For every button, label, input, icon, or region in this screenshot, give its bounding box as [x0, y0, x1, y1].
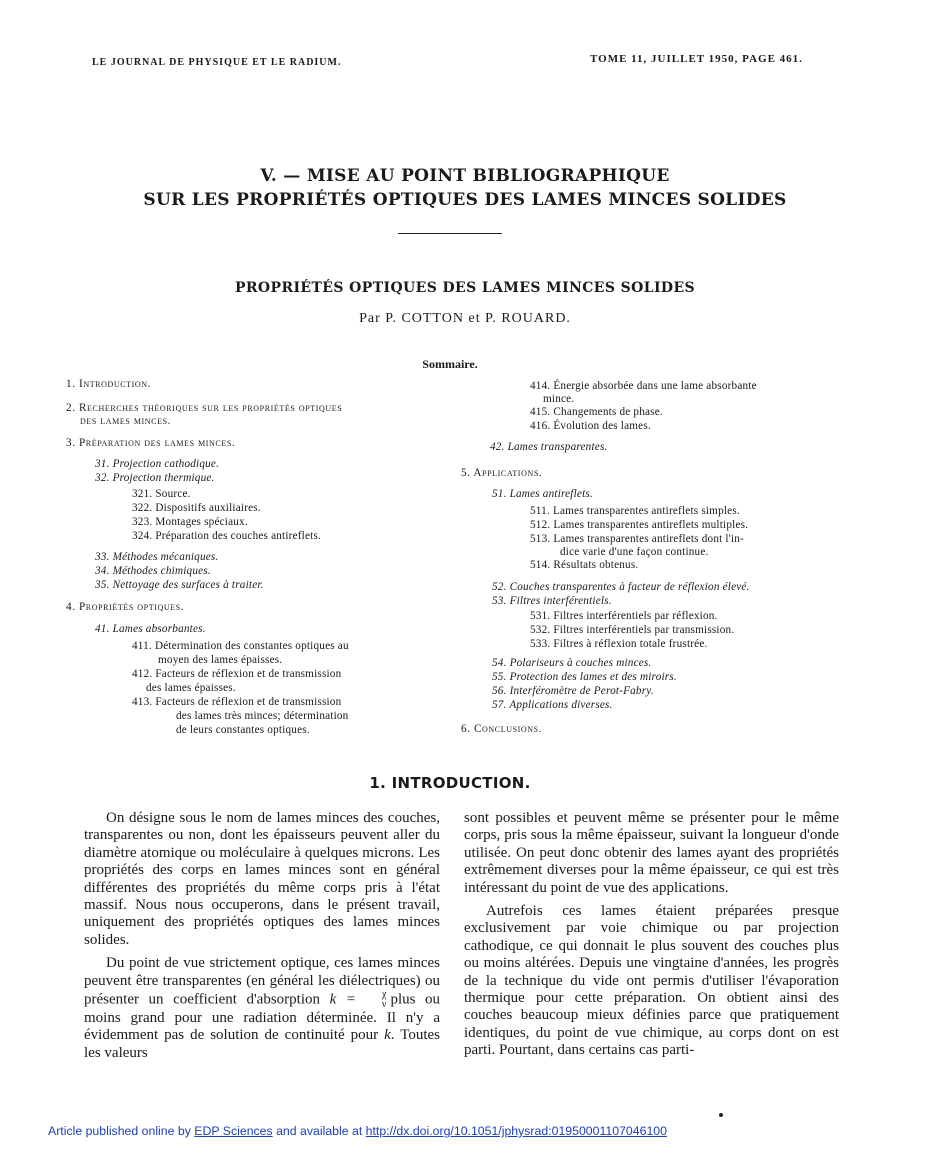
body-text: plus ou moins grand pour une radiation déterminée. Il n'y a évidemment pas de solution de continuité pour: [84, 991, 441, 1044]
toc-entry: 41. Lames absorbantes.: [95, 623, 206, 635]
toc-entry: 35. Nettoyage des surfaces à traiter.: [95, 579, 264, 591]
toc-entry: 532. Filtres interférentiels par transmission.: [530, 624, 735, 636]
toc-entry: 57. Applications diverses.: [492, 699, 613, 711]
toc-entry: des lames très minces; détermination: [176, 710, 349, 722]
toc-entry: 56. Interféromètre de Perot-Fabry.: [492, 685, 654, 697]
toc-entry: 416. Évolution des lames.: [530, 420, 651, 432]
toc-entry: 42. Lames transparentes.: [490, 441, 608, 453]
publication-footer: [48, 1124, 667, 1138]
toc-entry: 6. Conclusions.: [461, 723, 543, 735]
body-left-column: [84, 810, 440, 1062]
toc-entry: 32. Projection thermique.: [95, 472, 215, 484]
toc-entry: 531. Filtres interférentiels par réflexion.: [530, 610, 718, 622]
toc-entry: 514. Résultats obtenus.: [530, 559, 639, 571]
toc-entry: 2. Recherches théoriques sur les propriétés optiques: [66, 402, 343, 414]
title-divider: [398, 233, 502, 234]
toc-entry: des lames épaisses.: [146, 682, 236, 694]
toc-entry: 3. Préparation des lames minces.: [66, 437, 236, 449]
toc-entry: 533. Filtres à réflexion totale frustrée.: [530, 638, 708, 650]
math-variable: k =: [329, 991, 356, 1008]
toc-heading: Sommaire.: [422, 357, 478, 371]
toc-entry: 412. Facteurs de réflexion et de transmission: [132, 668, 342, 680]
body-paragraph: On désigne sous le nom de lames minces des couches, transparentes ou non, dont les épaisseurs peuvent aller du diamètre atomique ou moléculaire à quelques microns. Les propriétés des corps en lames minces sont en général différentes des propriétés du même corps pris à l'état massif. Nous nous occuperons, dans le présent travail, uniquement des propriétés optiques des lames minces solides.: [84, 810, 440, 948]
toc-entry: 33. Méthodes mécaniques.: [95, 551, 219, 563]
toc-entry: 415. Changements de phase.: [530, 406, 663, 418]
toc-entry: 411. Détermination des constantes optiques au: [132, 640, 349, 652]
ink-speck: [719, 1113, 723, 1117]
toc-entry: 513. Lames transparentes antireflets dont l'in-: [530, 533, 744, 545]
toc-entry: 55. Protection des lames et des miroirs.: [492, 671, 677, 683]
toc-entry: 414. Énergie absorbée dans une lame absorbante: [530, 380, 757, 392]
footer-prefix: Article published online by: [48, 1124, 191, 1138]
toc-entry: dice varie d'une façon continue.: [560, 546, 709, 558]
toc-entry: 512. Lames transparentes antireflets multiples.: [530, 519, 749, 531]
toc-entry: 54. Polariseurs à couches minces.: [492, 657, 652, 669]
body-paragraph: sont possibles et peuvent même se présenter pour le même corps, pris sous la même épaisseur, suivant la longueur d'onde utilisée. On peut donc obtenir des lames ayant des propriétés extrêmement diverses pour la même épaisseur, ce qui est très intéressant du point de vue des applications.: [464, 810, 839, 896]
article-byline: Par P. COTTON et P. ROUARD.: [359, 311, 571, 326]
toc-entry: 1. Introduction.: [66, 378, 152, 390]
toc-entry: mince.: [543, 393, 575, 405]
main-title-line-1: V. — MISE AU POINT BIBLIOGRAPHIQUE: [260, 166, 670, 186]
section-heading: 1. INTRODUCTION.: [369, 774, 531, 792]
fraction-denominator: ν: [381, 999, 387, 1011]
body-paragraph: [84, 955, 440, 1062]
toc-entry: 322. Dispositifs auxiliaires.: [132, 502, 261, 514]
toc-entry: 321. Source.: [132, 488, 191, 500]
running-header-left: LE JOURNAL DE PHYSIQUE ET LE RADIUM.: [92, 57, 342, 68]
toc-entry: 413. Facteurs de réflexion et de transmission: [132, 696, 342, 708]
toc-entry: 53. Filtres interférentiels.: [492, 595, 612, 607]
toc-entry: 31. Projection cathodique.: [95, 458, 220, 470]
body-text: . Toutes les valeurs: [84, 1027, 441, 1061]
toc-entry: 511. Lames transparentes antireflets simples.: [530, 505, 740, 517]
toc-entry: 34. Méthodes chimiques.: [95, 565, 211, 577]
publisher-link[interactable]: EDP Sciences: [194, 1124, 273, 1138]
toc-entry: 324. Préparation des couches antireflets.: [132, 530, 322, 542]
body-paragraph: Autrefois ces lames étaient préparées presque exclusivement par voie chimique ou par projection cathodique, ce qui donnait le plus souvent des couches plus ou moins altérées. Depuis une vingtaine d'années, les progrès de la technique du vide ont permis d'utiliser l'évaporation thermique pour cette préparation. On obtient ainsi des couches beaucoup mieux définies parce que pratiquement identiques, du point de vue chimique, au corps dont on est parti. Pourtant, dans certains cas parti-: [464, 903, 839, 1059]
doi-link[interactable]: http://dx.doi.org/10.1051/jphysrad:01950001107046100: [365, 1124, 667, 1138]
article-subtitle: PROPRIÉTÉS OPTIQUES DES LAMES MINCES SOLIDES: [234, 280, 696, 296]
running-header-right: TOME 11, JUILLET 1950, PAGE 461.: [590, 53, 803, 65]
fraction-numerator: χ: [381, 989, 387, 1001]
toc-entry: 52. Couches transparentes à facteur de réflexion élevé.: [492, 581, 750, 593]
math-variable: k: [384, 1027, 391, 1044]
toc-entry: de leurs constantes optiques.: [176, 724, 310, 736]
fraction: [360, 990, 387, 1010]
toc-entry: des lames minces.: [80, 415, 172, 427]
toc-entry: moyen des lames épaisses.: [158, 654, 283, 666]
footer-middle: and available at: [276, 1124, 363, 1138]
toc-entry: 323. Montages spéciaux.: [132, 516, 248, 528]
toc-entry: 4. Propriétés optiques.: [66, 601, 185, 613]
body-text: Du point de vue strictement optique, ces lames minces peuvent être transparentes (en général les diélectriques) ou présenter un coefficient d'absorption: [84, 955, 440, 1008]
toc-entry: 51. Lames antireflets.: [492, 488, 593, 500]
main-title-line-2: SUR LES PROPRIÉTÉS OPTIQUES DES LAMES MINCES SOLIDES: [143, 190, 787, 210]
body-right-column: [464, 810, 839, 1060]
toc-entry: 5. Applications.: [461, 467, 543, 479]
